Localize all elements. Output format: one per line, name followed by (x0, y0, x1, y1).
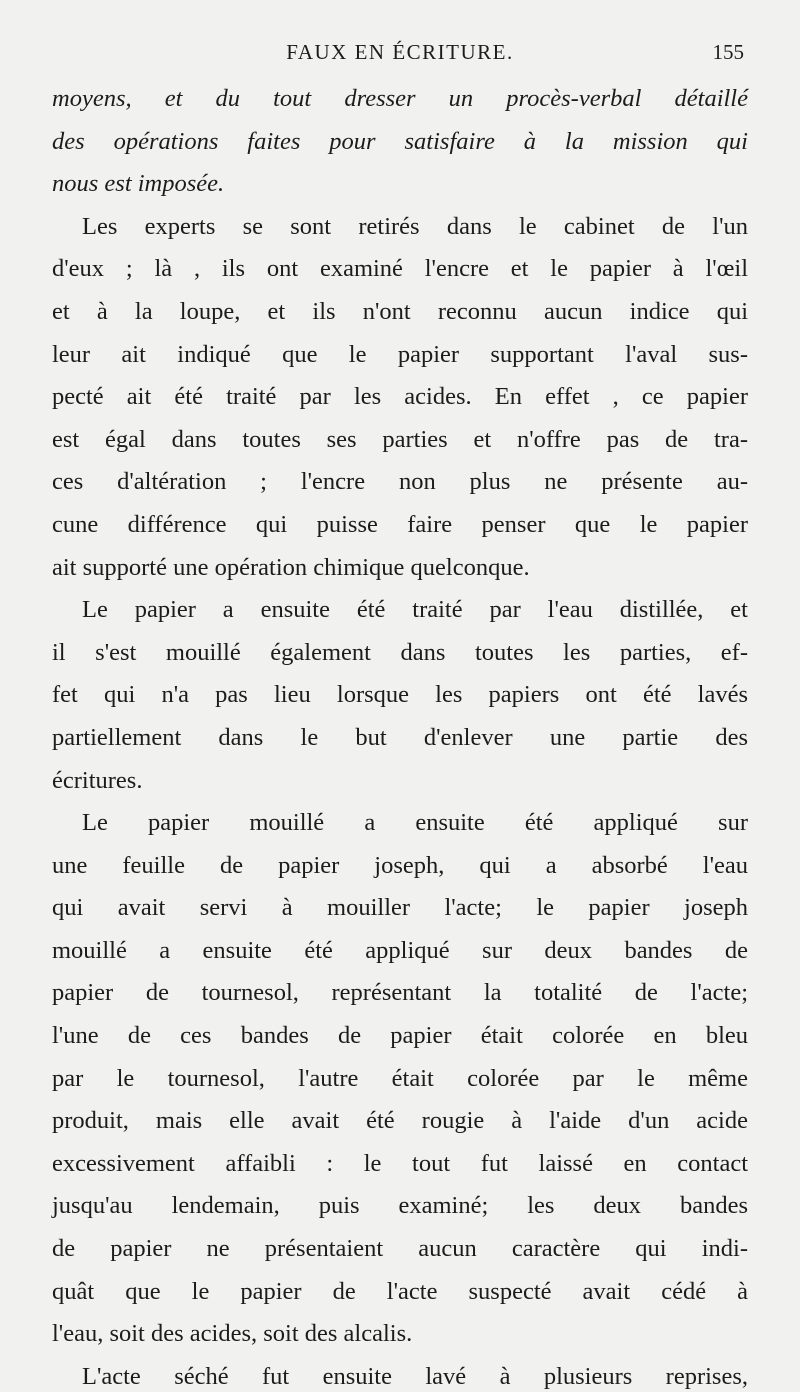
text-line: quât que le papier de l'acte suspecté avait cédé à (52, 1277, 748, 1305)
text-line: nous est imposée. (52, 170, 225, 198)
text-line: il s'est mouillé également dans toutes les parties, ef- (52, 638, 748, 666)
text-line: l'eau, soit des acides, soit des alcalis. (52, 1320, 413, 1348)
text-line: papier de tournesol, représentant la totalité de l'acte; (52, 979, 748, 1007)
paragraph-first-line: L'acte séché fut ensuite lavé à plusieurs reprises, (82, 1362, 748, 1390)
page-number: 155 (712, 40, 744, 64)
text-line: pecté ait été traité par les acides. En effet , ce papier (52, 383, 748, 411)
text-line: et à la loupe, et ils n'ont reconnu aucun indice qui (52, 297, 748, 325)
text-line: mouillé a ensuite été appliqué sur deux bandes de (52, 936, 748, 964)
paragraph-first-line: Les experts se sont retirés dans le cabinet de l'un (82, 212, 748, 240)
text-line: excessivement affaibli : le tout fut laissé en contact (52, 1149, 748, 1177)
running-title: FAUX EN ÉCRITURE. (286, 40, 514, 64)
text-line: par le tournesol, l'autre était colorée par le même (52, 1064, 748, 1092)
paragraph-first-line: Le papier mouillé a ensuite été appliqué sur (82, 809, 748, 837)
text-line: des opérations faites pour satisfaire à la mission qui (52, 127, 748, 155)
text-line: partiellement dans le but d'enlever une partie des (52, 723, 748, 751)
text-line: cune différence qui puisse faire penser que le papier (52, 510, 748, 538)
body-text (52, 78, 748, 1392)
text-line: qui avait servi à mouiller l'acte; le papier joseph (52, 894, 748, 922)
text-line: une feuille de papier joseph, qui a absorbé l'eau (52, 851, 748, 879)
text-line: moyens, et du tout dresser un procès-verbal détaillé (52, 85, 748, 112)
text-line: fet qui n'a pas lieu lorsque les papiers ont été lavés (52, 681, 748, 709)
text-line: ait supporté une opération chimique quelconque. (52, 553, 530, 581)
running-head (52, 38, 748, 78)
text-line: est égal dans toutes ses parties et n'offre pas de tra- (52, 425, 748, 453)
text-line: ces d'altération ; l'encre non plus ne présente au- (52, 468, 748, 496)
text-line: jusqu'au lendemain, puis examiné; les deux bandes (52, 1192, 748, 1220)
text-line: d'eux ; là , ils ont examiné l'encre et le papier à l'œil (52, 255, 748, 283)
paragraph-first-line: Le papier a ensuite été traité par l'eau distillée, et (82, 596, 748, 624)
text-line: leur ait indiqué que le papier supportant l'aval sus- (52, 340, 748, 368)
text-line: écritures. (52, 766, 143, 794)
text-line: produit, mais elle avait été rougie à l'aide d'un acide (52, 1107, 748, 1135)
text-line: l'une de ces bandes de papier était colorée en bleu (52, 1022, 748, 1050)
text-line: de papier ne présentaient aucun caractère qui indi- (52, 1235, 748, 1263)
